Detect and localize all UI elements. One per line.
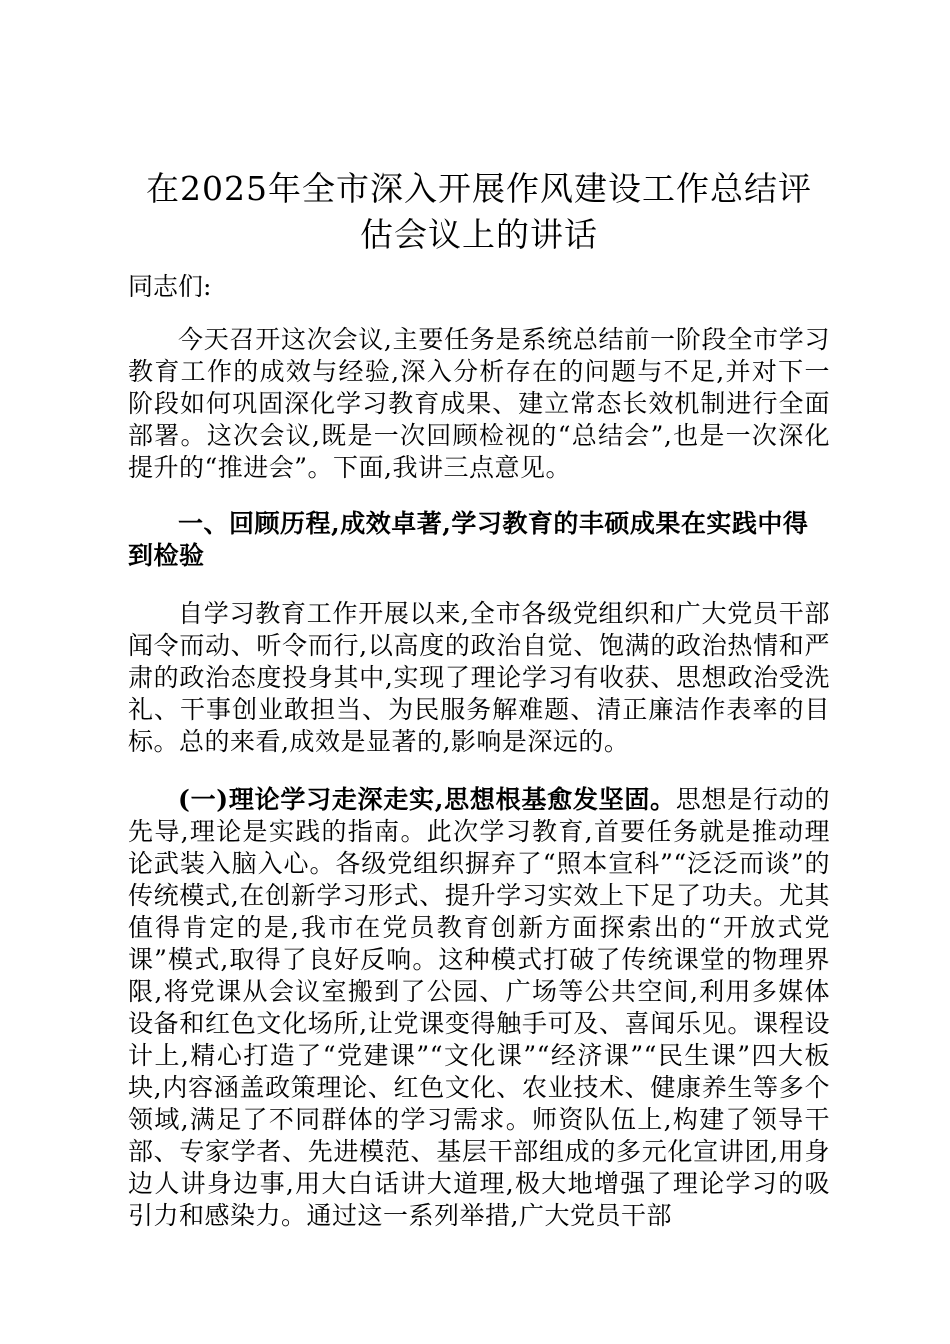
salutation: 同志们: (128, 272, 212, 301)
document-title (128, 166, 830, 258)
section-1-paragraph: 自学习教育工作开展以来,全市各级党组织和广大党员干部闻令而动、听令而行,以高度的政治自觉、饱满的政治热情和严肃的政治态度投身其中,实现了理论学习有收获、思想政治受洗礼、干事创业敢担当、为民服务解难题、清正廉洁作表率的目标。总的来看,成效是显著的,影响是深远的。 (128, 599, 830, 756)
subsection-1-text: 思想是行动的先导,理论是实践的指南。此次学习教育,首要任务就是推动理论武装入脑入心。各级党组织摒弃了“照本宣科”“泛泛而谈”的传统模式,在创新学习形式、提升学习实效上下足了功夫。尤其值得肯定的是,我市在党员教育创新方面探索出的“开放式党课”模式,取得了良好反响。这种模式打破了传统课堂的物理界限,将党课从会议室搬到了公园、广场等公共空间,利用多媒体设备和红色文化场所,让党课变得触手可及、喜闻乐见。课程设计上,精心打造了“党建课”“文化课”“经济课”“民生课”四大板块,内容涵盖政策理论、红色文化、农业技术、健康养生等多个领域,满足了不同群体的学习需求。师资队伍上,构建了领导干部、专家学者、先进模范、基层干部组成的多元化宣讲团,用身边人讲身边事,用大白话讲大道理,极大地增强了理论学习的吸引力和感染力。通过这一系列举措,广大党员干部 (128, 785, 830, 1230)
title-line-2: 估会议上的讲话 (360, 215, 598, 254)
intro-paragraph: 今天召开这次会议,主要任务是系统总结前一阶段全市学习教育工作的成效与经验,深入分析存在的问题与不足,并对下一阶段如何巩固深化学习教育成果、建立常态长效机制进行全面部署。这次会议,既是一次回顾检视的“总结会”,也是一次深化提升的“推进会”。下面,我讲三点意见。 (128, 325, 830, 482)
subsection-1-lead: (一)理论学习走深走实,思想根基愈发坚固。 (178, 785, 676, 814)
subsection-1-paragraph (128, 784, 830, 1232)
section-heading-1: 一、回顾历程,成效卓著,学习教育的丰硕成果在实践中得到检验 (128, 509, 809, 570)
document-page (128, 166, 830, 1232)
title-line-1: 在2025年全市深入开展作风建设工作总结评 (146, 169, 812, 208)
